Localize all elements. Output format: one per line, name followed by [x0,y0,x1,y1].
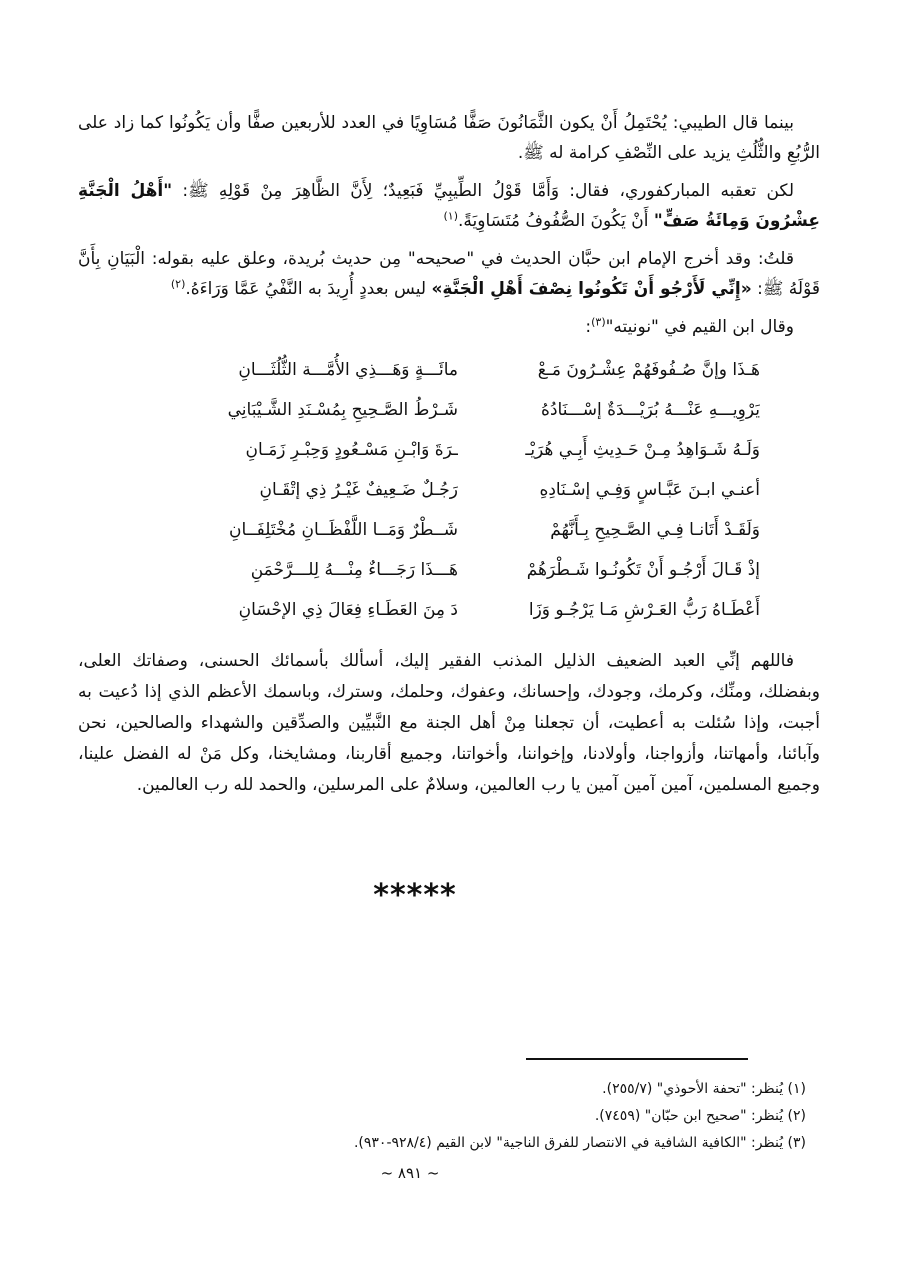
footnote-divider [526,1058,748,1060]
paragraph-ibn-hibban-text: قلتُ: وقد أخرج الإمام ابن حبَّان الحديث في "صحيحه" مِن حديث بُريدة، وعلق عليه بقوله: الْبَيَانِ بِأَنَّ قَوْلَهُ ﷺ: [78,249,820,299]
footnote-ref-3: (٣) [591,315,606,329]
paragraph-ibn-hibban-tail: ليس بعددٍ أُرِيدَ به النَّفْيُ عَمَّا وَرَاءَهُ. [185,279,432,299]
verse-row [78,430,820,470]
main-text [78,108,820,809]
hadith-quote-half: «إِنِّي لَأَرْجُو أَنْ تَكُونُوا نِصْفَ أَهْلِ الْجَنَّةِ» [431,279,752,299]
footnotes [156,1076,806,1157]
paragraph-ibn-hibban [78,244,820,304]
verse-first-hemistich: أعنـي ابـنَ عَبَّـاسٍ وَفِـي إسْـنَادِهِ [539,480,760,500]
paragraph-ibn-qayyim [78,312,820,342]
footnote-ref-1: (١) [443,209,458,223]
verse-second-hemistich: رَجُـلٌ ضَـعِيفٌ غَيْـرُ ذِي إتْقَـانِ [259,480,458,500]
verse-first-hemistich: هَـذَا وإنَّ صُـفُوفَهُمْ عِشْـرُونَ مَـعْ [537,360,760,380]
closing-supplication-text: فاللهم إنِّي العبد الضعيف الذليل المذنب الفقير إليك، أسألك بأسمائك الحسنى، وصفاتك العلى، وبفضلك، ومنِّك، وكرمك، وجودك، وإحسانك، وعفوك، وحلمك، وسترك، وباسمك الأعظم الذي إذا دُعيت به أجبت، وإذا سُئلت به أعطيت، أن تجعلنا مِنْ أهل الجنة مع النَّبيِّين والصدِّقين والشهداء والصالحين، نحن وآبائنا، وأمهاتنا، وأزواجنا، وأولادنا، وإخواننا، وأخواتنا، وجميع أقاربنا، ومشايخنا، وكل مَنْ له الفضل علينا، وجميع المسلمين، آمين آمين آمين يا رب العالمين، وسلامٌ على المرسلين، والحمد لله رب العالمين. [78,651,820,795]
hadith-quote-rows: "أَهْلُ الْجَنَّةِ عِشْرُونَ وَمِائَةُ صَفٍّ" [78,181,820,231]
verse-second-hemistich: شَــطْرٌ وَمَــا اللَّفْظَــانِ مُخْتَلِفَــانِ [229,520,458,540]
verse-second-hemistich: شَـرْطُ الصَّـحِيحِ بِمُسْـنَدِ الشَّـيْبَانِي [227,400,458,420]
verse-first-hemistich: يَرْوِيـــهِ عَنْـــهُ بُرَيْـــدَةٌ إسْـــنَادُهُ [541,400,760,420]
verse-second-hemistich: دَ مِنَ العَطَـاءِ فِعَالَ ذِي الإحْسَانِ [238,600,458,620]
verse-row [78,390,820,430]
verse-row [78,350,820,390]
verse-first-hemistich: وَلَقَـدْ أَتَانـا فِـي الصَّـحِيحِ بِـأَنَّهُمْ [550,520,760,540]
verse-first-hemistich: وَلَـهُ شَـوَاهِدُ مِـنْ حَـدِيثِ أَبِـي هُرَيْـ [525,440,760,460]
verse-first-hemistich: أَعْطَـاهُ رَبُّ العَـرْشِ مَـا يَرْجُـو وَزَا [528,600,760,620]
poem [78,350,820,630]
paragraph-tibi-text: بينما قال الطيبي: يُحْتَمِلُ أَنْ يكون الثَّمَانُونَ صَفًّا مُسَاوِيًا في العدد للأربعين صفًّا وأن يَكُونُوا كما زاد على الرُّبُعِ والثُّلُثِ يزيد على النِّصْفِ كرامة له ﷺ. [78,113,820,163]
paragraph-ibn-qayyim-text: وقال ابن القيم في "نونيته" [605,317,794,337]
paragraph-mubarakfuri-tail: أَنْ يَكُونَ الصُّفُوفُ مُتَسَاوِيَةً. [457,211,654,231]
footnote-ref-2: (٢) [170,277,186,291]
paragraph-ibn-qayyim-colon: : [585,317,592,337]
paragraph-tibi [78,108,820,168]
verse-row [78,550,820,590]
verse-second-hemistich: هَـــذَا رَجَـــاءٌ مِنْـــهُ لِلـــرَّحْمَنِ [250,560,458,580]
verse-row [78,590,820,630]
verse-second-hemistich: ـرَةَ وَابْـنِ مَسْـعُودٍ وَحِبْـرِ زَمَـانِ [245,440,458,460]
paragraph-mubarakfuri-text: لكن تعقبه المباركفوري، فقال: وَأَمَّا قَوْلُ الطِّيبِيِّ فَبَعِيدٌ؛ لِأَنَّ الظَّاهِرَ مِنْ قَوْلِهِ ﷺ: [172,181,795,201]
closing-supplication [78,646,820,801]
footnote-2: (٢) يُنظر: "صحيح ابن حبّان" (٧٤٥٩). [594,1108,806,1124]
verse-row [78,470,820,510]
page-number: ~ ٨٩١ ~ [380,1164,440,1182]
verse-second-hemistich: مائَـــةٍ وَهَـــذِي الأُمَّـــة الثُّلُثَـــانِ [238,360,458,380]
section-separator: ***** [373,878,457,913]
verse-first-hemistich: إذْ قَـالَ أَرْجُـو أَنْ تَكُونُـوا شَـطْرَهُمْ [526,560,760,580]
paragraph-mubarakfuri [78,176,820,236]
footnote-3: (٣) يُنظر: "الكافية الشافية في الانتصار للفرق الناجية" لابن القيم (٩٢٨/٤-٩٣٠). [353,1135,806,1151]
verse-row [78,510,820,550]
footnote-1: (١) يُنظر: "تحفة الأحوذي" (٢٥٥/٧). [602,1081,806,1097]
